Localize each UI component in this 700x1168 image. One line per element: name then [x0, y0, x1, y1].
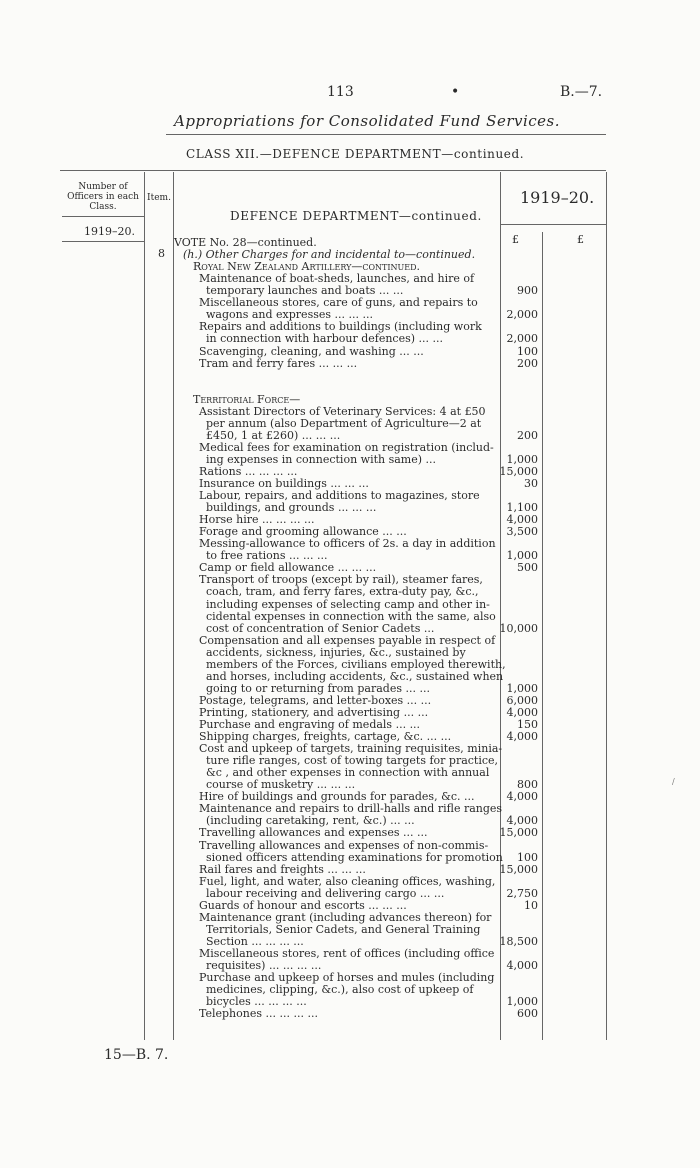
row-description: going to or returning from parades ... ... — [206, 681, 430, 695]
pound-sign-left: £ — [512, 233, 519, 246]
row-description: Territorials, Senior Cadets, and General Training — [206, 922, 481, 936]
row-description: Labour, repairs, and additions to magazines, store — [199, 489, 480, 503]
officers-header-rule — [62, 216, 144, 217]
row-description: ing expenses in connection with same) ... — [206, 452, 437, 466]
section-subtitle: CLASS XII.—DEFENCE DEPARTMENT—continued. — [186, 147, 525, 161]
row-description: medicines, clipping, &c.), also cost of upkeep of — [206, 983, 474, 997]
row-description: Postage, telegrams, and letter-boxes ... ... — [199, 693, 432, 707]
row-description: Printing, stationery, and advertising ... ... — [199, 705, 429, 719]
row-amount: 6,000 — [506, 693, 538, 707]
row-description: Maintenance grant (including advances thereon) for — [199, 910, 492, 924]
row-description: Miscellaneous stores, care of guns, and repairs to — [199, 296, 478, 310]
row-description: to free rations ... ... ... — [206, 549, 328, 563]
row-description: wagons and expresses ... ... ... — [206, 308, 373, 322]
row-amount: 10,000 — [499, 621, 538, 635]
row-description: coach, tram, and ferry fares, extra-duty pay, &c., — [206, 585, 479, 599]
row-description: Compensation and all expenses payable in respect of — [199, 633, 496, 647]
item-number: 8 — [158, 247, 165, 260]
officers-year-rule — [62, 241, 144, 242]
row-amount: 100 — [517, 850, 538, 864]
row-amount: 4,000 — [506, 959, 538, 972]
year-column-header: 1919–20. — [520, 188, 595, 207]
row-amount: 2,750 — [506, 886, 538, 900]
row-description: Telephones ... ... ... ... — [199, 1007, 318, 1021]
row-amount: 4,000 — [506, 705, 538, 719]
row-description: Shipping charges, freights, cartage, &c. ... ... — [199, 730, 452, 743]
row-description: VOTE No. 28—continued. — [174, 236, 317, 249]
row-amount: 3,500 — [506, 525, 538, 539]
row-amount: 1,000 — [506, 549, 538, 563]
row-amount: 200 — [517, 356, 538, 370]
row-amount: 1,000 — [506, 681, 538, 695]
row-description: Assistant Directors of Veterinary Services: 4 at £50 — [199, 404, 486, 418]
page-number: 113 — [327, 84, 354, 100]
row-amount: 30 — [524, 477, 538, 490]
row-description: Territorial Force— — [193, 392, 301, 406]
row-description: &c , and other expenses in connection with annual — [206, 766, 490, 780]
row-description: Insurance on buildings ... ... ... — [199, 477, 369, 490]
row-description: Travelling allowances and expenses ... ... — [199, 826, 428, 840]
margin-mark: / — [672, 777, 675, 786]
row-amount: 10 — [524, 898, 538, 912]
pound-sign-right: £ — [577, 233, 584, 246]
row-description: Purchase and upkeep of horses and mules (including — [199, 971, 495, 984]
department-column-header: DEFENCE DEPARTMENT—continued. — [230, 209, 482, 223]
row-description: Medical fees for examination on registration (includ- — [199, 440, 494, 454]
row-description: temporary launches and boats ... ... — [206, 284, 404, 298]
row-description: in connection with harbour defences) ... ... — [206, 332, 443, 346]
row-description: Travelling allowances and expenses of non-commis- — [199, 838, 489, 852]
row-description: accidents, sickness, injuries, &c., sustained by — [206, 645, 466, 659]
row-description: per annum (also Department of Agriculture—2 at — [206, 416, 482, 430]
row-amount: 18,500 — [499, 934, 538, 948]
row-amount: 2,000 — [506, 332, 538, 346]
row-description: Messing-allowance to officers of 2s. a day in addition — [199, 537, 496, 551]
column-rule-amount-mid — [542, 232, 543, 1040]
row-description: Tram and ferry fares ... ... ... — [199, 356, 358, 370]
row-description: ture rifle ranges, cost of towing targets for practice, — [206, 754, 499, 768]
row-description: Forage and grooming allowance ... ... — [199, 525, 407, 539]
row-description: £450, 1 at £260) ... ... ... — [206, 428, 341, 442]
officers-header-line: Class. — [89, 202, 117, 212]
row-amount: 200 — [517, 428, 538, 442]
row-description: Repairs and additions to buildings (including work — [199, 320, 482, 334]
row-description: Cost and upkeep of targets, training requisites, minia- — [199, 742, 503, 756]
row-amount: 15,000 — [499, 465, 538, 478]
row-description: requisites) ... ... ... ... — [206, 959, 322, 972]
officers-header-line: Officers in each — [67, 192, 139, 202]
row-description: Transport of troops (except by rail), steamer fares, — [199, 573, 483, 587]
officers-column-header — [62, 182, 144, 212]
row-description: bicycles ... ... ... ... — [206, 995, 307, 1009]
page-footer: 15—B. 7. — [104, 1047, 169, 1063]
row-description: (including caretaking, rent, &c.) ... ... — [206, 814, 415, 828]
year-header-rule — [500, 224, 606, 225]
row-description: Maintenance and repairs to drill-halls and rifle ranges — [199, 802, 503, 816]
row-amount: 1,000 — [506, 452, 538, 466]
row-description: course of musketry ... ... ... — [206, 778, 356, 792]
row-amount: 15,000 — [499, 826, 538, 840]
row-amount: 600 — [517, 1007, 538, 1021]
row-description: including expenses of selecting camp and other in- — [206, 597, 490, 611]
item-column-header: Item. — [147, 193, 171, 203]
row-description: cidental expenses in connection with the same, also — [206, 609, 496, 623]
column-rule-item — [173, 172, 174, 1040]
row-amount: 800 — [517, 778, 538, 792]
row-description: Camp or field allowance ... ... ... — [199, 561, 377, 575]
row-amount: 900 — [517, 284, 538, 298]
row-description: sioned officers attending examinations for promotion — [206, 850, 503, 864]
row-description: Fuel, light, and water, also cleaning offices, washing, — [199, 874, 496, 888]
row-description: and horses, including accidents, &c., sustained when — [206, 669, 504, 683]
officers-header-line: Number of — [78, 182, 128, 192]
row-description: members of the Forces, civilians employed therewith, — [206, 657, 506, 671]
row-amount: 2,000 — [506, 308, 538, 322]
row-description: cost of concentration of Senior Cadets ... — [206, 621, 435, 635]
title-rule — [166, 134, 606, 135]
row-description: Purchase and engraving of medals ... ... — [199, 718, 421, 731]
page-title: Appropriations for Consolidated Fund Services. — [174, 112, 561, 130]
row-description: Maintenance of boat-sheds, launches, and hire of — [199, 272, 475, 286]
separator-dot: • — [451, 84, 460, 100]
column-rule-officers — [144, 172, 145, 1040]
row-description: Miscellaneous stores, rent of offices (including office — [199, 946, 495, 960]
row-amount: 150 — [517, 718, 538, 731]
row-description: labour receiving and delivering cargo ... ... — [206, 886, 445, 900]
row-description: Horse hire ... ... ... ... — [199, 513, 315, 527]
row-description: Scavenging, cleaning, and washing ... ... — [199, 344, 424, 358]
row-description: Guards of honour and escorts ... ... ... — [199, 898, 407, 912]
header-rule — [60, 170, 606, 171]
row-amount: 100 — [517, 344, 538, 358]
row-amount: 500 — [517, 561, 538, 575]
row-description: Section ... ... ... ... — [206, 934, 304, 948]
row-amount: 4,000 — [506, 814, 538, 828]
row-amount: 1,000 — [506, 995, 538, 1009]
row-amount: 1,100 — [506, 501, 538, 515]
officers-year-label: 1919–20. — [84, 225, 135, 238]
row-description: Hire of buildings and grounds for parades, &c. ... — [199, 790, 475, 804]
column-rule-amount-right — [606, 172, 607, 1040]
row-amount: 4,000 — [506, 513, 538, 527]
document-reference: B.—7. — [560, 84, 603, 100]
row-amount: 4,000 — [506, 790, 538, 804]
row-description: Royal New Zealand Artillery—continued. — [193, 260, 421, 274]
row-description: Rations ... ... ... ... — [199, 465, 298, 478]
row-description: (h.) Other Charges for and incidental to—continued. — [183, 248, 476, 262]
row-amount: 15,000 — [499, 862, 538, 876]
row-description: buildings, and grounds ... ... ... — [206, 501, 377, 515]
row-description: Rail fares and freights ... ... ... — [199, 862, 366, 876]
row-amount: 4,000 — [506, 730, 538, 743]
